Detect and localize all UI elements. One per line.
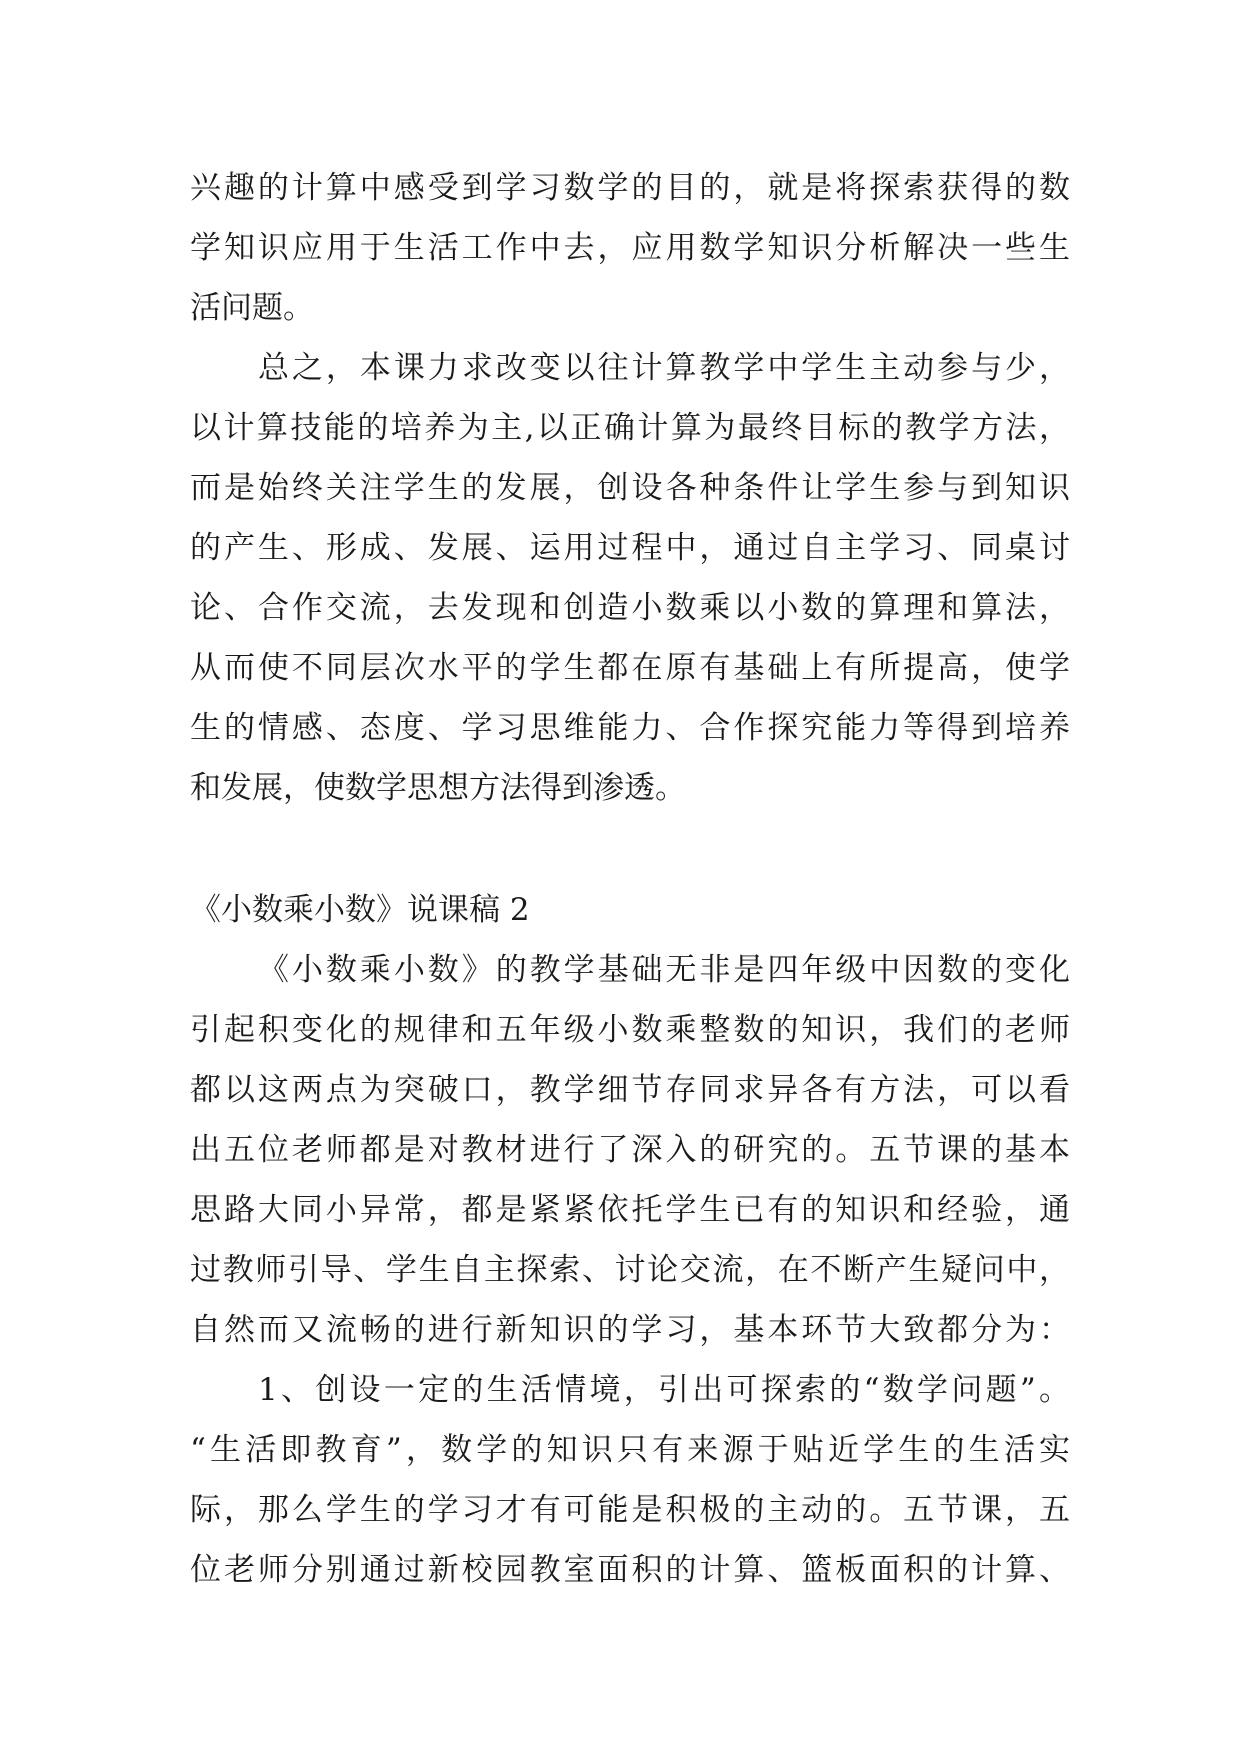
section-title: 《小数乘小数》说课稿 2 (190, 892, 530, 928)
paragraph-line: 活问题。 (190, 290, 314, 326)
paragraph-line: 自然而又流畅的进行新知识的学习，基本环节大致都分为： (190, 1312, 1070, 1348)
paragraph-line: 1、创设一定的生活情境，引出可探索的“数学问题”。 (258, 1372, 1070, 1408)
paragraph-line: 引起积变化的规律和五年级小数乘整数的知识，我们的老师 (190, 1012, 1070, 1048)
paragraph-line: 以计算技能的培养为主,以正确计算为最终目标的教学方法， (190, 410, 1070, 446)
paragraph-line: 际，那么学生的学习才有可能是积极的主动的。五节课，五 (190, 1492, 1070, 1528)
paragraph-line: 学知识应用于生活工作中去，应用数学知识分析解决一些生 (190, 230, 1070, 266)
paragraph-line: 位老师分别通过新校园教室面积的计算、篮板面积的计算、 (190, 1552, 1070, 1588)
paragraph-line: 出五位老师都是对教材进行了深入的研究的。五节课的基本 (190, 1132, 1070, 1168)
paragraph-line: 《小数乘小数》的教学基础无非是四年级中因数的变化 (258, 952, 1070, 988)
paragraph-line: 论、合作交流，去发现和创造小数乘以小数的算理和算法， (190, 590, 1070, 626)
paragraph-line: 兴趣的计算中感受到学习数学的目的，就是将探索获得的数 (190, 170, 1070, 206)
paragraph-line: 和发展，使数学思想方法得到渗透。 (190, 770, 686, 806)
paragraph-line: 都以这两点为突破口，教学细节存同求异各有方法，可以看 (190, 1072, 1070, 1108)
paragraph-line: 思路大同小异常，都是紧紧依托学生已有的知识和经验，通 (190, 1192, 1070, 1228)
paragraph-line: 过教师引导、学生自主探索、讨论交流，在不断产生疑问中， (190, 1252, 1070, 1288)
paragraph-line: 的产生、形成、发展、运用过程中，通过自主学习、同桌讨 (190, 530, 1070, 566)
paragraph-line: “生活即教育”，数学的知识只有来源于贴近学生的生活实 (190, 1432, 1070, 1468)
paragraph-line: 总之，本课力求改变以往计算教学中学生主动参与少， (258, 350, 1070, 386)
paragraph-line: 生的情感、态度、学习思维能力、合作探究能力等得到培养 (190, 710, 1070, 746)
paragraph-line: 而是始终关注学生的发展，创设各种条件让学生参与到知识 (190, 470, 1070, 506)
paragraph-line: 从而使不同层次水平的学生都在原有基础上有所提高，使学 (190, 650, 1070, 686)
